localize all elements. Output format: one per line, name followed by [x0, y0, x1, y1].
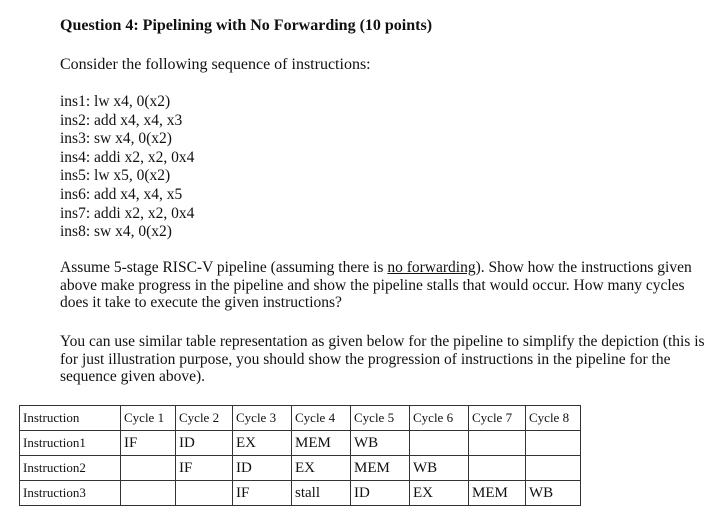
row-label: Instruction3 — [20, 481, 121, 506]
header-cycle-7: Cycle 7 — [469, 406, 526, 431]
table-cell: EX — [292, 456, 351, 481]
table-cell: IF — [233, 481, 292, 506]
table-cell: stall — [292, 481, 351, 506]
header-cycle-8: Cycle 8 — [526, 406, 581, 431]
table-cell — [410, 431, 469, 456]
question-intro: Consider the following sequence of instructions: — [60, 56, 371, 73]
question-title: Question 4: Pipelining with No Forwarding (10 points) — [60, 17, 433, 34]
table-header-row — [20, 406, 581, 431]
table-cell: ID — [176, 431, 233, 456]
table-cell — [176, 481, 233, 506]
instruction-line-8: ins8: sw x4, 0(x2) — [60, 223, 172, 241]
table-cell — [121, 456, 176, 481]
representation-paragraph: You can use similar table representation as given below for the pipeline to simplify the depiction (this is for just illustration purpose, you should show the progression of instructions in the pipeline for the sequence given above). — [60, 333, 705, 385]
header-cycle-6: Cycle 6 — [410, 406, 469, 431]
table-cell: MEM — [469, 481, 526, 506]
instruction-line-1: ins1: lw x4, 0(x2) — [60, 93, 171, 110]
pipeline-table — [19, 405, 581, 506]
table-cell: WB — [351, 431, 410, 456]
table-row — [20, 456, 581, 481]
table-cell: WB — [410, 456, 469, 481]
table-cell — [469, 456, 526, 481]
instruction-line-5: ins5: lw x5, 0(x2) — [60, 167, 171, 185]
table-cell: ID — [233, 456, 292, 481]
table-cell — [469, 431, 526, 456]
header-cycle-2: Cycle 2 — [176, 406, 233, 431]
table-row — [20, 481, 581, 506]
row-label: Instruction1 — [20, 431, 121, 456]
table-cell: WB — [526, 481, 581, 506]
header-instruction: Instruction — [20, 406, 121, 431]
header-cycle-1: Cycle 1 — [121, 406, 176, 431]
header-cycle-5: Cycle 5 — [351, 406, 410, 431]
instruction-line-4: ins4: addi x2, x2, 0x4 — [60, 148, 195, 166]
assumption-text-end: ). Show how the instructions given above make progress in the pipeline and show the pipeline stalls that would occur. How many cycles does it take to execute the given instructions? — [60, 259, 692, 311]
assumption-paragraph — [60, 259, 710, 312]
instruction-line-7: ins7: addi x2, x2, 0x4 — [60, 204, 195, 222]
table-cell: EX — [233, 431, 292, 456]
instruction-line-2: ins2: add x4, x4, x3 — [60, 111, 183, 129]
instruction-line-6: ins6: add x4, x4, x5 — [60, 185, 183, 203]
header-cycle-4: Cycle 4 — [292, 406, 351, 431]
instruction-list — [60, 93, 194, 242]
table-cell — [526, 431, 581, 456]
table-row — [20, 431, 581, 456]
table-cell: EX — [410, 481, 469, 506]
no-forwarding-emphasis: no forwarding — [387, 259, 476, 276]
table-cell: MEM — [351, 456, 410, 481]
table-cell: IF — [176, 456, 233, 481]
header-cycle-3: Cycle 3 — [233, 406, 292, 431]
table-cell — [121, 481, 176, 506]
table-cell: IF — [121, 431, 176, 456]
table-cell: ID — [351, 481, 410, 506]
table-cell: MEM — [292, 431, 351, 456]
table-cell — [526, 456, 581, 481]
assumption-text-start: Assume 5-stage RISC-V pipeline (assuming there is — [60, 259, 388, 276]
instruction-line-3: ins3: sw x4, 0(x2) — [60, 130, 172, 148]
row-label: Instruction2 — [20, 456, 121, 481]
